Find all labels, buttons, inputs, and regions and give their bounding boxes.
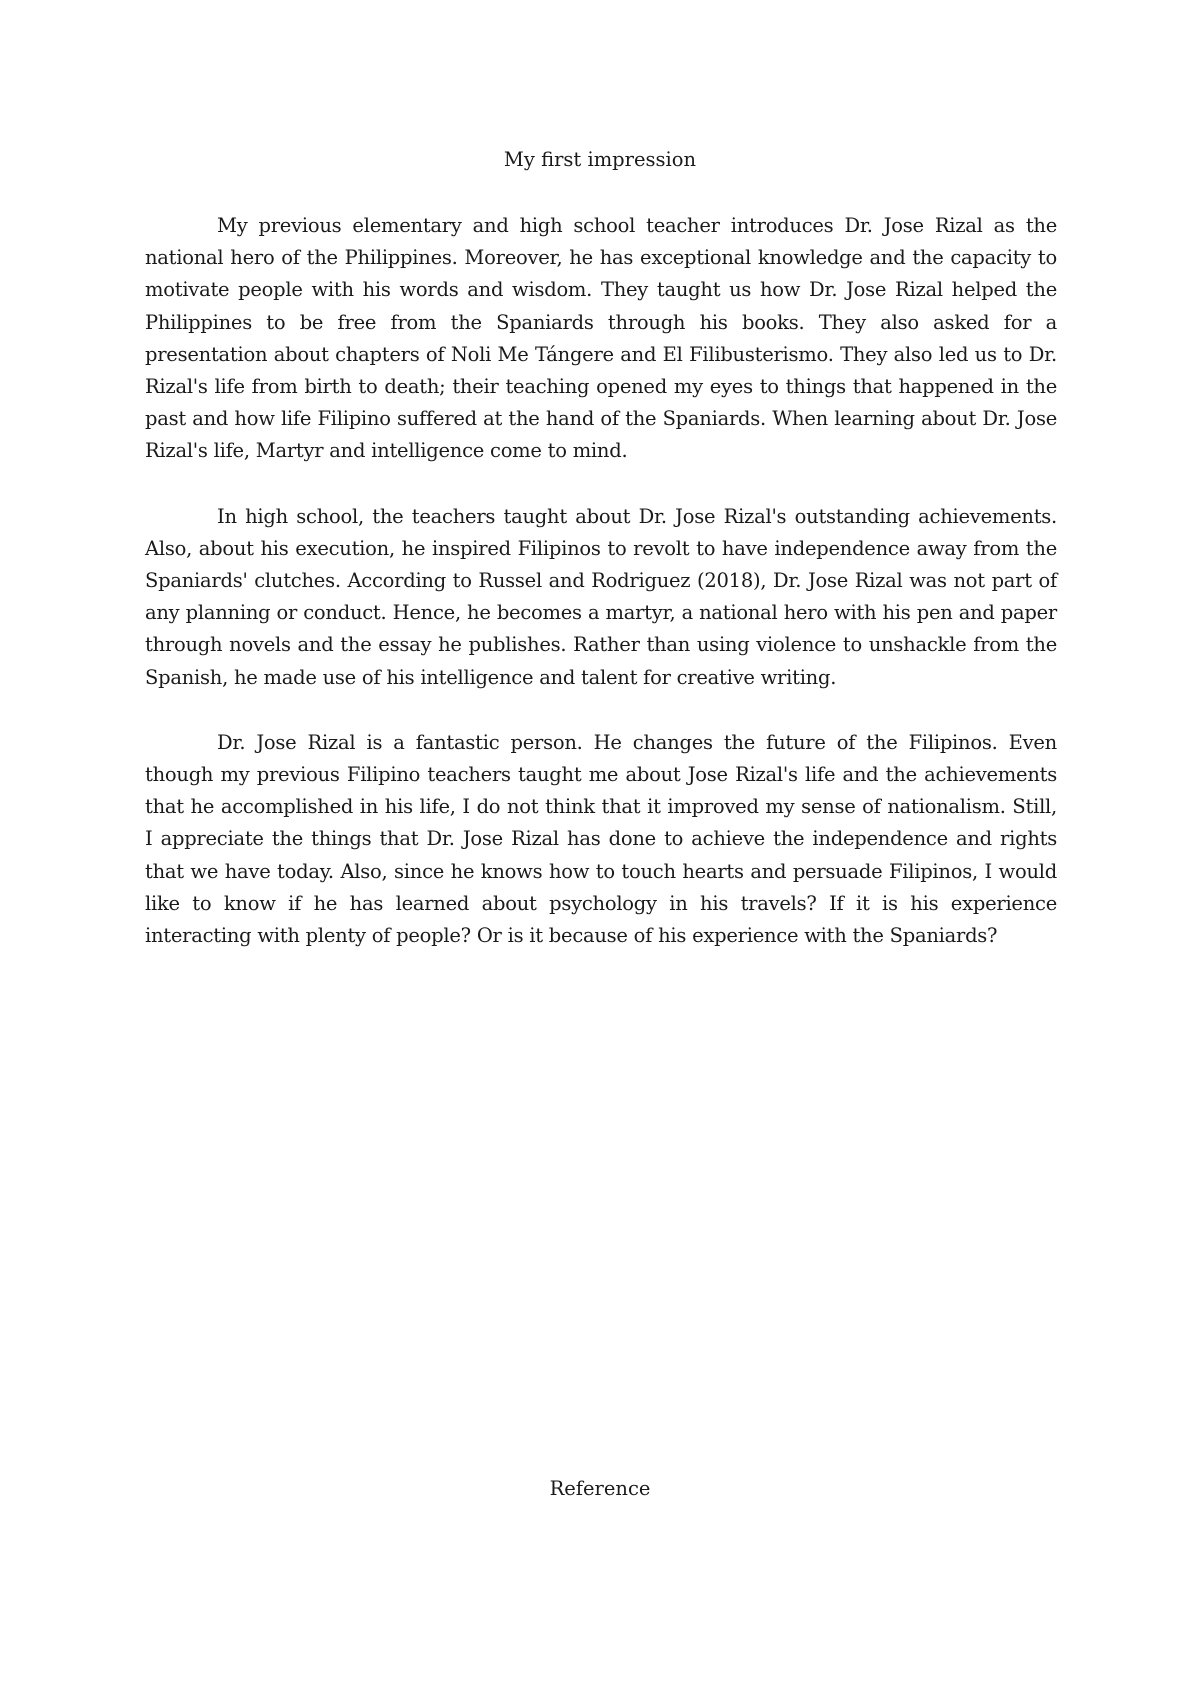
document-body [145, 210, 1057, 985]
paragraph-reflection: Dr. Jose Rizal is a fantastic person. He changes the future of the Filipinos. Even though my previous Filipino teachers taught me about Jose Rizal's life and the achievements that he accomplished in his life, I do not think that it improved my sense of nationalism. Still, I appreciate the things that Dr. Jose Rizal has done to achieve the independence and rights that we have today. Also, since he knows how to touch hearts and persuade Filipinos, I would like to know if he has learned about psychology in his travels? If it is his experience interacting with plenty of people? Or is it because of his experience with the Spaniards? [145, 730, 1057, 948]
paragraph-high-school-achievements: In high school, the teachers taught about Dr. Jose Rizal's outstanding achievements. Also, about his execution, he inspired Filipinos to revolt to have independence away from the Spaniards' clutches. According to Russel and Rodriguez (2018), Dr. Jose Rizal was not part of any planning or conduct. Hence, he becomes a martyr, a national hero with his pen and paper through novels and the essay he publishes. Rather than using violence to unshackle from the Spanish, he made use of his intelligence and talent for creative writing. [145, 504, 1057, 689]
paragraph-first-impression-teachers: My previous elementary and high school teacher introduces Dr. Jose Rizal as the national hero of the Philippines. Moreover, he has exceptional knowledge and the capacity to motivate people with his words and wisdom. They taught us how Dr. Jose Rizal helped the Philippines to be free from the Spaniards through his books. They also asked for a presentation about chapters of Noli Me Tángere and El Filibusterismo. They also led us to Dr. Rizal's life from birth to death; their teaching opened my eyes to things that happened in the past and how life Filipino suffered at the hand of the Spaniards. When learning about Dr. Jose Rizal's life, Martyr and intelligence come to mind. [145, 214, 1057, 463]
reference-heading: Reference [549, 1477, 651, 1500]
document-title: My first impression [503, 148, 697, 171]
